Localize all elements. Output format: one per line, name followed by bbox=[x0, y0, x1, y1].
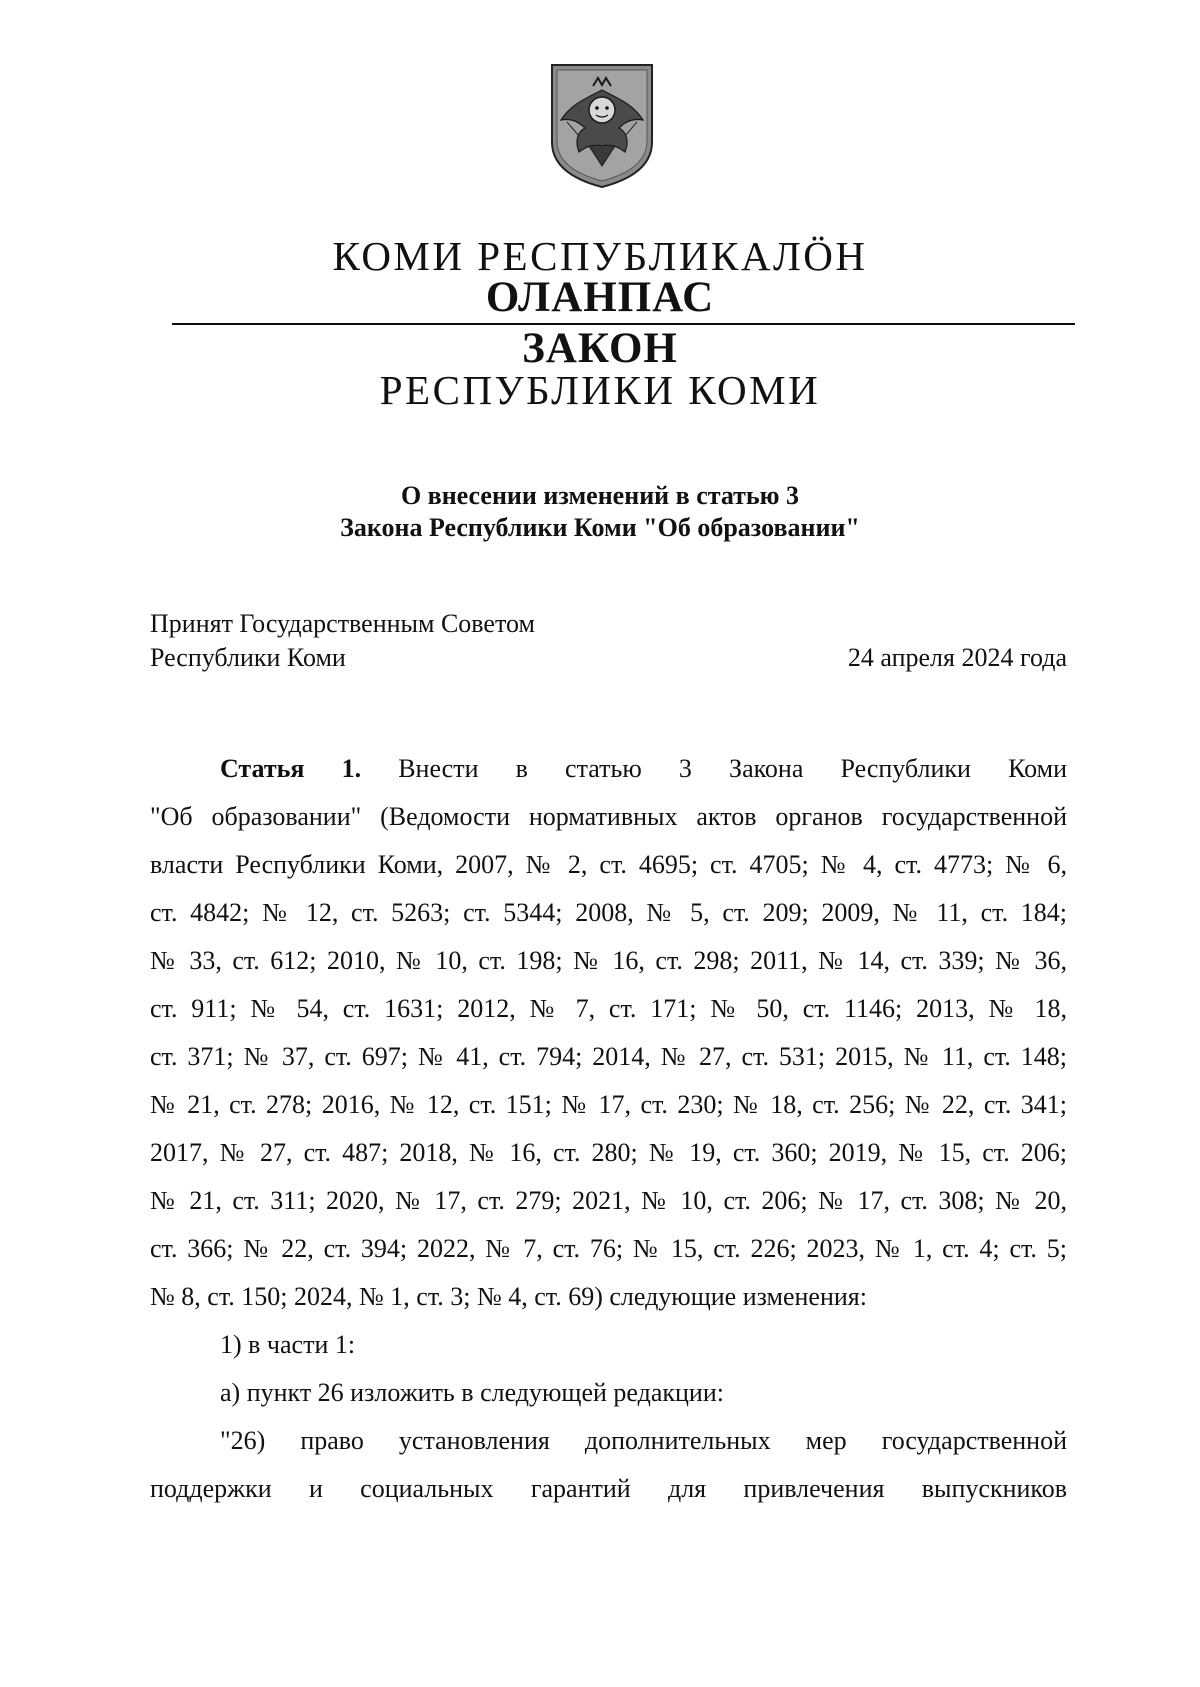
article-item-a: а) пункт 26 изложить в следующей редакции: bbox=[220, 1378, 724, 1407]
header-zakon: ЗАКОН bbox=[522, 325, 678, 372]
article-line: 2017, № 27, ст. 487; 2018, № 16, ст. 280; № 19, ст. 360; 2019, № 15, ст. 206; bbox=[150, 1138, 1067, 1167]
article-line: № 8, ст. 150; 2024, № 1, ст. 3; № 4, ст. 69) следующие изменения: bbox=[150, 1282, 867, 1311]
article-line: ст. 366; № 22, ст. 394; 2022, № 7, ст. 76; № 15, ст. 226; 2023, № 1, ст. 4; ст. 5; bbox=[150, 1234, 1067, 1263]
article-label: Статья 1. bbox=[220, 754, 362, 783]
article-quote-line-1: "26) право установления дополнительных мер государственной bbox=[220, 1426, 1067, 1455]
law-title-line-2: Закона Республики Коми "Об образовании" bbox=[340, 513, 860, 542]
article-line: власти Республики Коми, 2007, № 2, ст. 4695; ст. 4705; № 4, ст. 4773; № 6, bbox=[150, 850, 1067, 879]
article-line: "Об образовании" (Ведомости нормативных актов органов государственной bbox=[150, 802, 1067, 831]
header-komi-republic: КОМИ РЕСПУБЛИКАЛÖН bbox=[332, 233, 868, 279]
article-item-1: 1) в части 1: bbox=[220, 1330, 356, 1359]
article-1-first-line bbox=[150, 745, 1067, 793]
article-quote-line-2: поддержки и социальных гарантий для привлечения выпускников bbox=[150, 1474, 1067, 1503]
article-line: ст. 4842; № 12, ст. 5263; ст. 5344; 2008, № 5, ст. 209; 2009, № 11, ст. 184; bbox=[150, 898, 1067, 927]
article-line: № 21, ст. 278; 2016, № 12, ст. 151; № 17, ст. 230; № 18, ст. 256; № 22, ст. 341; bbox=[150, 1090, 1067, 1119]
article-text: Внести в статью 3 Закона Республики Коми bbox=[398, 754, 1067, 783]
article-line: ст. 371; № 37, ст. 697; № 41, ст. 794; 2014, № 27, ст. 531; 2015, № 11, ст. 148; bbox=[150, 1042, 1067, 1071]
article-1 bbox=[150, 745, 1067, 1513]
article-line: № 21, ст. 311; 2020, № 17, ст. 279; 2021, № 10, ст. 206; № 17, ст. 308; № 20, bbox=[150, 1186, 1067, 1215]
adoption-date: 24 апреля 2024 года bbox=[847, 643, 1067, 672]
header-olanpas: ОЛАНПАС bbox=[485, 274, 715, 321]
article-line: ст. 911; № 54, ст. 1631; 2012, № 7, ст. 171; № 50, ст. 1146; 2013, № 18, bbox=[150, 994, 1067, 1023]
adoption-note-line-1: Принят Государственным Советом bbox=[150, 609, 535, 638]
article-line: № 33, ст. 612; 2010, № 10, ст. 198; № 16, ст. 298; 2011, № 14, ст. 339; № 36, bbox=[150, 946, 1067, 975]
law-title-line-1: О внесении изменений в статью 3 bbox=[400, 481, 800, 510]
adoption-note-line-2: Республики Коми bbox=[150, 643, 346, 672]
coat-of-arms-emblem bbox=[549, 62, 655, 190]
adoption-note bbox=[150, 607, 535, 675]
header-respubliki-komi: РЕСПУБЛИКИ КОМИ bbox=[379, 367, 821, 413]
